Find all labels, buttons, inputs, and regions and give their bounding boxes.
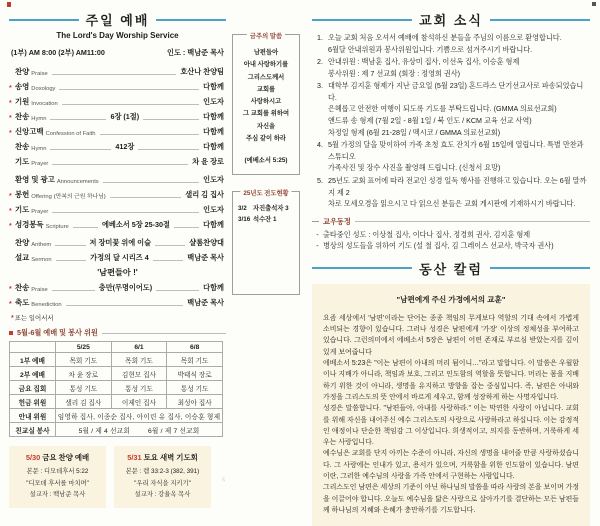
weekly-verse-box	[232, 34, 300, 175]
notice-line: 설교자 : 강율옥 목사	[134, 491, 191, 498]
service-info	[11, 48, 224, 58]
news-title: 교회 소식	[419, 13, 483, 28]
leader-line	[52, 164, 188, 165]
notice-box	[114, 446, 211, 508]
order-label-en: Hymn	[31, 116, 47, 122]
member-news-item	[312, 241, 590, 252]
order-label-kr: 설교	[15, 253, 30, 262]
service-leader: 인도 : 백남준 목사	[167, 48, 224, 57]
order-label-kr: 찬송	[15, 142, 30, 151]
column-box	[312, 284, 590, 526]
table-cell: 목회 기도	[167, 353, 223, 367]
worship-order-list	[9, 66, 226, 308]
order-center-text: 에베소서 5장 25-30절	[101, 220, 170, 229]
news-lines	[328, 140, 590, 175]
leader-line	[56, 260, 87, 261]
news-number: 2.	[317, 58, 323, 67]
leader-line	[66, 305, 184, 306]
leader-line	[52, 74, 177, 75]
column-paragraph: 에베소서 5:23은 "이는 남편이 아내의 머리 됨이니…"라고 말합니다. 이 말씀은 우월함이나 지배가 아니라, 책임과 보호, 그리고 인도함의 역할을 뜻합니다. 머리는 몸을 지배하기 위한 것이 아니라, 생명을 유지하고 방향을 잡는 중심입니다. 즉, 남편은 아내와 가정을 그리스도의 뜻 안에서 바르게 세우고, 함께 성장하게 하는 사명자입니다.	[323, 359, 579, 401]
order-label-kr: 봉헌	[15, 190, 30, 199]
verse-line: 남편들아	[253, 49, 279, 56]
notice-line: 설교자 : 백남준 목사	[29, 491, 86, 498]
member-news-text: 출타중인 성도 : 이상철 집사, 이다나 집사, 정경희 권사, 김지훈 형제	[323, 230, 531, 239]
order-label-en: Praise	[31, 71, 48, 77]
evangelism-entries	[236, 203, 296, 223]
worship-page	[0, 0, 228, 498]
table-cell: 금요 집회	[10, 381, 56, 395]
order-right-value: 다함께	[203, 283, 225, 292]
notice-line: "디모데 후서를 마치며"	[26, 479, 89, 487]
order-right-value: 다함께	[203, 220, 224, 229]
leader-line	[153, 260, 184, 261]
leader-line	[138, 149, 199, 150]
leader-line	[52, 212, 199, 213]
news-item	[312, 33, 590, 56]
verse-reference: (에베소서 5:25)	[244, 157, 288, 165]
order-label-en: Offering	[31, 194, 52, 200]
worship-order-row	[9, 156, 226, 167]
news-lines	[328, 57, 590, 80]
worship-order-row	[9, 219, 226, 230]
verse-line: 아내 사랑하기를	[243, 61, 289, 69]
order-center-text: 충만(무명이어도)	[98, 283, 153, 292]
table-row	[10, 367, 223, 381]
news-list	[312, 33, 590, 211]
entry-date: 3/2	[238, 205, 247, 213]
verse-line: 그 교회를 위하여	[242, 110, 290, 118]
order-right-value: 백남준 목사	[187, 253, 224, 262]
order-label-kr: 찬송	[15, 112, 30, 121]
standing-asterisk: *	[11, 315, 14, 322]
news-header	[312, 10, 590, 29]
asterisk-marker: *	[9, 130, 12, 137]
news-item	[312, 81, 590, 139]
asterisk-marker: *	[9, 193, 12, 200]
standing-note: *표는 일어서서	[11, 315, 54, 322]
worship-order-row	[9, 66, 226, 77]
worship-order-row	[9, 141, 226, 152]
table-row	[10, 423, 223, 437]
table-cell: 샐리 김 집사	[56, 395, 112, 409]
table-header-cell: 6/1	[111, 342, 167, 353]
order-right-value: 차 윤 장로	[192, 157, 224, 166]
dash-bullet: -	[316, 230, 319, 239]
evangelism-entry	[238, 214, 294, 223]
worship-order-row	[9, 282, 226, 293]
column-title: "남편에게 주신 가정에서의 교훈"	[396, 294, 506, 304]
table-cell: 통성 기도	[111, 381, 167, 395]
order-right-value: 호산나 찬양팀	[180, 67, 224, 76]
entry-text: 자진출석자 3	[253, 205, 289, 213]
page-subtitle: The Lord's Day Worship Service	[56, 31, 179, 40]
member-news-item	[312, 230, 590, 241]
news-item	[312, 140, 590, 175]
order-label-kr: 찬송	[15, 283, 30, 292]
news-lines	[328, 33, 590, 56]
service-times: (1부) AM 8:00 (2부) AM11:00	[11, 48, 105, 57]
table-cell: 안내 위원	[10, 409, 56, 423]
worship-order-row	[9, 204, 226, 215]
order-note: (만복의 근원 하나님)	[53, 194, 106, 200]
leader-line	[174, 227, 199, 228]
table-header-cell: 5/25	[56, 342, 112, 353]
table-row	[10, 395, 223, 409]
news-line: 대학부 김지훈 형제가 지난 금요일 (5월 23일) 혼드라스 단기선교사로 파송되었습니다.	[328, 82, 584, 102]
order-right-value: 샬롬찬양대	[189, 238, 224, 247]
table-cell: 2부 예배	[10, 367, 56, 381]
seal-stamp-icon	[224, 481, 225, 482]
column-paragraph: 그리스도인 남편은 세상의 기준이 아닌 하나님의 말씀을 따라 사랑의 본을 보이며 가정을 이끌어야 합니다. 오늘도 예수님을 닮은 사랑으로 살아가기를 결단하는 모든 남편들께 하나님의 지혜와 은혜가 충만하기를 기도합니다.	[323, 484, 579, 515]
leader-line	[55, 245, 85, 246]
column-header	[312, 259, 590, 278]
leader-line	[62, 104, 199, 105]
table-cell: 헌금 위원	[10, 395, 56, 409]
column-paragraph: 성경은 말씀합니다. "남편들아, 아내를 사랑하라." 이는 막연한 사랑이 아닙니다. 교회를 위해 자신을 내어주신 예수 그리스도의 사랑으로 사랑하라고 하십니다. 이는 감정적인 애정이나 단순한 책임감 그 이상입니다. 희생적이고, 의지를 동반하며, 거룩하게 세우는 사랑입니다.	[323, 405, 579, 447]
news-line: 차정일 형제 (6월 21-28일 / 멕시코 / GMMA 의료선교회)	[328, 128, 501, 137]
header-rule-left	[9, 19, 79, 21]
order-center-text: 가정의 달 시리즈 4	[90, 253, 149, 262]
notice-title-text: 토요 새벽 기도회	[143, 453, 198, 462]
order-label-kr: 찬양	[15, 67, 30, 76]
table-cell: 통성 기도	[167, 381, 223, 395]
table-cell: 친교실 봉사	[10, 423, 56, 437]
table-header-row	[10, 342, 223, 353]
order-label-kr: 환영 및 광고	[15, 175, 55, 184]
order-label-en: Invocation	[31, 101, 58, 107]
order-center-text: 저 장미꽃 위에 이슬	[89, 238, 152, 247]
span-value: 6월 / 제 7 선교회	[148, 427, 200, 435]
leader-line	[50, 149, 111, 150]
entry-text: 석수잔 1	[253, 216, 277, 224]
column-paragraph: 요즘 세상에서 '남편'이라는 단어는 종종 책임의 무게보다 역할의 기대 속에서 가볍게 소비되는 경향이 있습니다. 그러나 성경은 남편에게 '가장' 이상의 정체성을 부여하고 있습니다. 그런의미에서 에베소서 5장은 남편이 어떤 존재로 부르심 받았는지를 깊이 있게 보여줍니다	[323, 314, 579, 356]
news-line: 안내위원 : 백남훈 집사, 유상미 집사, 이선옥 집사, 이승훈 형제	[328, 58, 520, 67]
sidebar	[228, 0, 304, 464]
worship-order-row	[9, 297, 226, 308]
leader-line	[50, 119, 106, 120]
evangelism-box-title: 25년도 전도현황	[240, 188, 291, 197]
worship-order-row	[9, 111, 226, 122]
page-title: 주일 예배	[85, 13, 150, 28]
news-line: 오늘 교회 처음 오셔서 예배에 참석하신 분들을 주님의 이름으로 환영합니다.	[328, 34, 562, 42]
news-line: 가족사진 및 장수 사진을 촬영해 드립니다. (신청서 요망)	[328, 164, 501, 173]
order-right-value: 다함께	[203, 127, 224, 136]
red-square-bullet-icon	[9, 331, 13, 335]
verse-line: 교회를	[256, 85, 276, 93]
order-label-en: Confession of Faith	[45, 131, 96, 137]
order-right-value: 인도자	[203, 175, 224, 184]
news-page	[304, 0, 600, 515]
worship-order-row	[9, 252, 226, 263]
table-cell: 1부 예배	[10, 353, 56, 367]
evangelism-status-box	[232, 191, 300, 295]
asterisk-marker: *	[9, 100, 12, 107]
table-cell: 박태식 장로	[167, 367, 223, 381]
registration-mark-left	[7, 2, 11, 7]
order-label-kr: 찬양	[15, 238, 30, 247]
order-right-value: 샐리 김 집사	[185, 190, 224, 199]
entry-date: 3/16	[238, 216, 251, 224]
order-label-kr: 송영	[15, 82, 30, 91]
column-paragraphs	[323, 313, 579, 517]
table-cell	[56, 409, 223, 423]
table-header-cell: 6/8	[167, 342, 223, 353]
asterisk-marker: *	[9, 208, 12, 215]
news-line: 5월 가정의 달을 맞이하여 가족 초청 효도 잔치가 6월 15일에 열립니다. 특별 만찬과 스튜디오	[328, 141, 584, 161]
order-label-en: Benediction	[31, 302, 62, 308]
notice-date: 5/31	[127, 453, 142, 462]
order-right-value: 다함께	[203, 82, 224, 91]
table-cell: 통성 기도	[56, 381, 112, 395]
order-label-kr: 기도	[15, 205, 30, 214]
news-line: 6월달 안내위원과 봉사위원입니다. 기쁨으로 섬겨주시기 바랍니다.	[328, 45, 533, 54]
table-row	[10, 353, 223, 367]
registration-mark-right	[592, 2, 596, 6]
order-label-kr: 성경봉독	[15, 220, 44, 229]
news-number: 4.	[317, 141, 323, 150]
table-cell: 김현모 집사	[111, 367, 167, 381]
order-label-en: Anthem	[31, 242, 52, 248]
notice-box-title	[14, 452, 101, 463]
order-right-value: 인도자	[203, 97, 224, 106]
order-label-kr: 기도	[15, 157, 30, 166]
notice-box-title	[119, 452, 206, 463]
table-row	[10, 381, 223, 395]
news-item	[312, 176, 590, 211]
table-cell: 최성아 집사	[167, 395, 223, 409]
order-label-en: Praise	[31, 287, 48, 293]
table-cell: 목회 기도	[111, 353, 167, 367]
leader-line	[143, 119, 199, 120]
table-cell: 이제인 집사	[111, 395, 167, 409]
duty-schedule-table	[9, 341, 223, 437]
asterisk-marker: *	[9, 301, 12, 308]
dash-bullet: -	[316, 242, 319, 251]
order-label-kr: 기원	[15, 97, 30, 106]
notice-date: 5/30	[25, 453, 41, 462]
table-cell: 차 윤 장로	[56, 367, 112, 381]
news-line: 25년도 교회 표어에 따라 전교인 성경 일독 행사를 진행하고 있습니다. 오는 6월 말까지 제 2	[328, 176, 587, 197]
order-label-en: Scripture	[45, 224, 69, 230]
verse-line: 자신을	[256, 122, 276, 130]
news-number: 5.	[317, 176, 323, 185]
leader-line	[52, 290, 95, 291]
asterisk-marker: *	[9, 85, 12, 92]
order-center-text: 6장 (1절)	[110, 112, 140, 121]
order-label-en: Announcements	[56, 179, 99, 185]
worship-header	[9, 10, 226, 29]
news-line: 봉사위원 : 제 7 선교회 (회장 : 정영희 권사)	[328, 69, 461, 78]
worship-order-row	[9, 174, 226, 185]
bottom-notices	[9, 446, 226, 510]
verse-box-title: 금주의 말씀	[247, 31, 285, 40]
news-lines	[328, 176, 590, 211]
notice-line: "우리 자식을 지키기"	[134, 479, 191, 487]
notice-line: 본문 : 렘 33:2-3 (382, 391)	[125, 468, 200, 475]
order-label-kr: 신앙고백	[15, 127, 44, 136]
member-news-list	[312, 230, 590, 253]
leader-line	[103, 182, 199, 183]
table-row	[10, 409, 223, 423]
verse-line: 그리스도께서	[247, 73, 285, 81]
news-item	[312, 57, 590, 80]
order-right-value: 다함께	[203, 142, 225, 151]
news-number: 1.	[317, 34, 323, 42]
leader-line	[59, 89, 199, 90]
table-cell: 목회 기도	[56, 353, 112, 367]
schedule-table-title: 5월-6월 예배 및 봉사 위원	[9, 328, 226, 338]
worship-order-row	[9, 189, 226, 200]
worship-order-row	[9, 237, 226, 248]
header-rule-right	[156, 19, 226, 21]
table-cell	[56, 423, 223, 437]
order-right-value: 백남준 목사	[187, 298, 224, 307]
leader-line	[155, 245, 185, 246]
order-label-kr: 축도	[15, 298, 30, 307]
member-news-text: 병상의 성도들을 위하여 기도 (설 철 집사, 김 그레이스 선교사, 박국자 권사)	[323, 242, 554, 251]
leader-line	[110, 197, 182, 198]
table-header-cell	[10, 342, 56, 353]
order-label-en: Prayer	[31, 161, 49, 167]
span-value: 5월 / 제 4 선교회	[78, 427, 130, 435]
member-news-title: 교우동정	[312, 217, 590, 227]
order-label-en: Hymn	[31, 146, 47, 152]
asterisk-marker: *	[9, 223, 12, 230]
worship-order-row	[9, 126, 226, 137]
asterisk-marker: *	[9, 115, 12, 122]
verse-line: 주심 같이 하라	[246, 134, 286, 142]
notice-box	[9, 446, 106, 508]
evangelism-entry	[238, 203, 294, 212]
verse-text	[235, 47, 297, 145]
worship-order-row	[9, 81, 226, 92]
order-center-text: 412장	[115, 142, 135, 151]
order-label-en: Prayer	[31, 209, 49, 215]
order-right-value: 다함께	[203, 112, 224, 121]
leader-line	[73, 227, 98, 228]
leader-line	[100, 134, 200, 135]
news-line: 앤드류 송 형제 (7월 2일 - 8월 1일 / 북 인도 / KCM 교육 선교 사역)	[328, 117, 532, 126]
column-title-heading: 동산 칼럼	[419, 261, 483, 277]
news-line: 은혜롭고 안전한 여행이 되도록 기도를 부탁드립니다. (GMMA 의료선교회)	[328, 105, 557, 114]
leader-line	[156, 290, 199, 291]
span-value: 임영하 집사, 이종순 집사, 아이린 유 집사, 이승훈 형제	[57, 413, 221, 421]
order-label-en: Sermon	[31, 257, 52, 263]
asterisk-marker: *	[9, 286, 12, 293]
news-lines	[328, 81, 590, 139]
order-right-value: 인도자	[203, 205, 224, 214]
sermon-subtitle: '남편들아 !'	[97, 268, 138, 277]
verse-line: 사랑하시고	[250, 98, 282, 106]
news-line: 차로 모세오경을 읽으시고 다 읽으신 분들은 교회 게시판에 기재하시기 바랍니다.	[328, 200, 576, 209]
notice-line: 본문 : 디모데후서 5:22	[26, 468, 89, 475]
order-label-en: Doxology	[31, 86, 56, 92]
news-number: 3.	[317, 82, 323, 91]
notice-title-text: 금요 찬양 예배	[42, 453, 90, 462]
column-paragraph: 예수님은 교회를 단지 아끼는 수준이 아니라, 자신의 생명을 내어줄 만큼 사랑하셨습니다. 그 사랑에는 인내가 있고, 용서가 있으며, 거룩함을 위한 인도함이 있습니다. 남편이란, 그러한 예수님의 사랑을 가족 안에서 구현하는 사람입니다.	[323, 450, 579, 481]
handwritten-verse-note	[221, 448, 226, 510]
worship-order-row	[9, 96, 226, 107]
